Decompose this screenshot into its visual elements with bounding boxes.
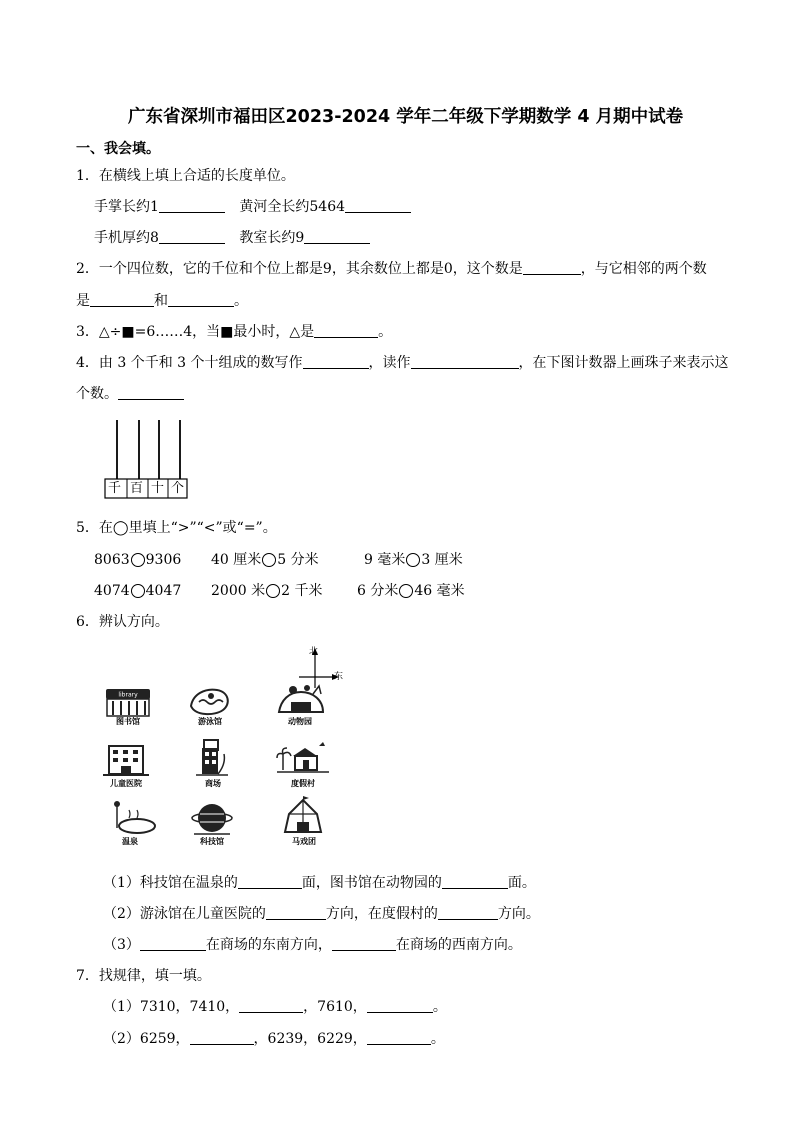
question-4-text: 4．由 3 个千和 3 个十组成的数写作 (76, 355, 303, 371)
question-1-item: 手掌长约1 (94, 199, 159, 215)
compare-right: 46 毫米 (414, 583, 465, 599)
childrens-hospital-icon (103, 742, 149, 780)
question-2-line-1 (76, 260, 707, 278)
compare-circle[interactable] (399, 584, 413, 598)
question-6-text: 在商场的东南方向， (205, 937, 332, 953)
compare-circle[interactable] (406, 553, 420, 567)
abacus-label-ones: 个 (171, 481, 185, 496)
compare-item (357, 582, 465, 600)
science-museum-icon (190, 798, 234, 836)
circus-tent-icon (281, 796, 327, 836)
question-7-part-1 (103, 998, 447, 1016)
page-title: 广东省深圳市福田区2023-2024 学年二年级下学期数学 4 月期中试卷 (128, 107, 684, 127)
answer-blank[interactable] (442, 874, 508, 889)
abacus-counter (103, 418, 189, 500)
compare-right: 9306 (145, 552, 182, 568)
section-heading: 一、我会填。 (76, 141, 160, 157)
answer-blank[interactable] (367, 998, 433, 1013)
compare-left: 4074 (94, 583, 130, 599)
answer-blank[interactable] (90, 292, 154, 307)
question-7-text: （2）6259， (103, 1031, 190, 1047)
question-4-line-2 (76, 385, 184, 403)
question-6-part-2 (103, 905, 540, 923)
question-1-item: 黄河全长约5464 (239, 199, 346, 215)
abacus-label-hundreds: 百 (130, 481, 144, 496)
answer-blank[interactable] (238, 874, 302, 889)
answer-blank[interactable] (345, 198, 411, 213)
compare-item (94, 551, 181, 569)
compare-circle[interactable] (131, 553, 145, 567)
question-7-stem: 7．找规律，填一填。 (76, 968, 211, 984)
question-4-line-1 (76, 354, 729, 372)
question-1-row-1 (94, 198, 411, 216)
question-7-part-2 (103, 1030, 445, 1048)
question-6-part-1 (103, 874, 536, 892)
question-6-text: （2）游泳馆在儿童医院的 (103, 906, 266, 922)
compass-north-label: 北 (309, 647, 319, 657)
abacus-label-thousands: 千 (108, 481, 122, 496)
question-2-text: 2．一个四位数，它的千位和个位上都是9，其余数位上都是0，这个数是 (76, 261, 523, 277)
question-6-text: 面，图书馆在动物园的 (301, 875, 442, 891)
question-1-stem: 1．在横线上填上合适的长度单位。 (76, 168, 295, 184)
compare-circle[interactable] (131, 584, 145, 598)
question-7-text: ，6239，6229， (253, 1031, 367, 1047)
question-3 (76, 323, 392, 341)
compare-right: 3 厘米 (421, 552, 463, 568)
compare-circle[interactable] (262, 553, 276, 567)
map-label-swimming-pool: 游泳馆 (198, 717, 222, 726)
question-7-text: （1）7310，7410， (103, 999, 240, 1015)
question-2-text: ，与它相邻的两个数 (580, 261, 707, 277)
question-1-item: 教室长约9 (239, 230, 305, 246)
swimming-pool-icon (187, 684, 233, 718)
question-6-text: （3） (103, 937, 140, 953)
question-7-text: ，7610， (303, 999, 367, 1015)
answer-blank[interactable] (332, 936, 396, 951)
question-6-text: 面。 (507, 875, 536, 891)
question-4-text: 个数。 (76, 386, 118, 402)
answer-blank[interactable] (140, 936, 206, 951)
hot-spring-icon (105, 800, 159, 836)
question-7-text: 。 (430, 1031, 445, 1047)
compare-left: 9 毫米 (364, 552, 406, 568)
question-1-row-2 (94, 229, 370, 247)
map-label-childrens-hospital: 儿童医院 (110, 779, 142, 788)
abacus-label-tens: 十 (151, 481, 165, 496)
question-2-text: 。 (234, 293, 248, 309)
map-label-resort: 度假村 (291, 779, 315, 788)
question-6-text: 方向，在度假村的 (325, 906, 438, 922)
answer-blank[interactable] (367, 1030, 431, 1045)
answer-blank[interactable] (438, 905, 498, 920)
map-label-shopping-mall: 商场 (205, 779, 221, 788)
answer-blank[interactable] (304, 229, 370, 244)
compare-right: 2 千米 (281, 583, 323, 599)
question-7-text: 。 (432, 999, 447, 1015)
question-6-text: （1）科技馆在温泉的 (103, 875, 238, 891)
answer-blank[interactable] (239, 998, 303, 1013)
compass-east-label: 东 (334, 672, 344, 682)
answer-blank[interactable] (303, 354, 369, 369)
answer-blank[interactable] (190, 1030, 254, 1045)
question-6-text: 方向。 (497, 906, 540, 922)
compare-item (211, 551, 319, 569)
answer-blank[interactable] (159, 229, 225, 244)
question-6-part-3 (103, 936, 522, 954)
compare-left: 6 分米 (357, 583, 399, 599)
compare-right: 5 分米 (277, 552, 319, 568)
question-1-item: 手机厚约8 (94, 230, 159, 246)
question-2-line-2 (76, 292, 248, 310)
answer-blank[interactable] (168, 292, 234, 307)
question-3-text: 。 (378, 324, 393, 340)
compare-circle[interactable] (266, 584, 280, 598)
library-sign-text: library (118, 691, 138, 699)
question-3-text: 3．△÷■=6……4，当■最小时，△是 (76, 324, 315, 340)
question-2-text: 是 (76, 293, 90, 309)
library-icon (103, 686, 153, 718)
answer-blank[interactable] (118, 385, 184, 400)
compare-left: 2000 米 (211, 583, 266, 599)
map-label-hot-spring: 温泉 (122, 837, 138, 846)
map-label-science-museum: 科技馆 (200, 837, 224, 846)
compare-item (364, 551, 463, 569)
question-6-stem: 6．辨认方向。 (76, 614, 169, 630)
question-5-stem: 5．在◯里填上“>”“<”或“=”。 (76, 520, 277, 536)
map-label-zoo: 动物园 (288, 717, 312, 726)
answer-blank[interactable] (523, 260, 581, 275)
answer-blank[interactable] (411, 354, 519, 369)
zoo-icon (273, 682, 329, 718)
compare-left: 40 厘米 (211, 552, 262, 568)
question-2-text: 和 (154, 293, 168, 309)
answer-blank[interactable] (266, 905, 326, 920)
resort-icon (275, 740, 331, 778)
map-label-library: 图书馆 (116, 717, 140, 726)
answer-blank[interactable] (314, 323, 378, 338)
answer-blank[interactable] (159, 198, 225, 213)
compare-item (211, 582, 322, 600)
compare-left: 8063 (94, 552, 130, 568)
compare-right: 4047 (145, 583, 182, 599)
direction-map (95, 680, 355, 855)
map-label-circus: 马戏团 (292, 837, 316, 846)
question-4-text: ，在下图计数器上画珠子来表示这 (518, 355, 729, 371)
compare-item (94, 582, 181, 600)
shopping-mall-icon (192, 736, 232, 778)
question-6-text: 在商场的西南方向。 (395, 937, 522, 953)
question-4-text: ，读作 (368, 355, 411, 371)
